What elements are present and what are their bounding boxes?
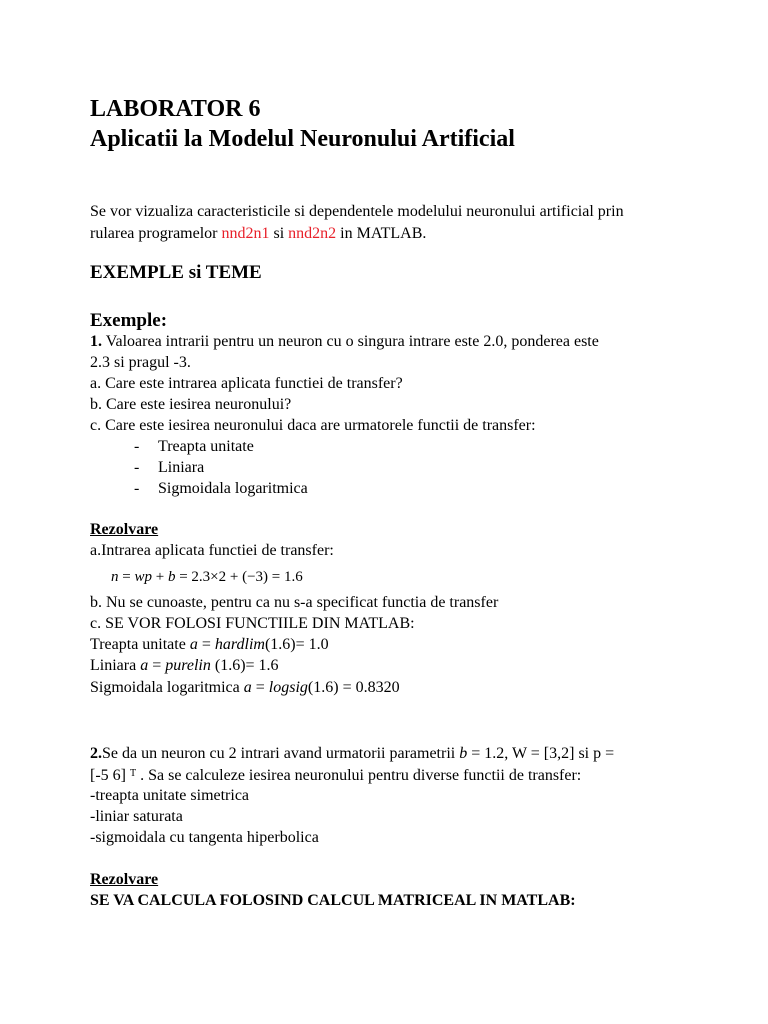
result-eq: = — [251, 679, 269, 696]
eq-n: n — [111, 569, 119, 585]
result-label: Sigmoidala logaritmica — [90, 679, 244, 696]
result-fn: logsig — [268, 679, 308, 696]
eq-b: b — [167, 569, 176, 585]
intro-line-2 — [90, 224, 426, 244]
list-item-label: Liniara — [158, 459, 205, 476]
result-eq: = — [197, 636, 215, 653]
solution-1-c: c. SE VOR FOLOSI FUNCTIILE DIN MATLAB: — [90, 615, 415, 632]
transpose-superscript: T — [129, 768, 137, 779]
result-value: (1.6)= 1.0 — [264, 636, 329, 653]
result-value: (1.6)= 1.6 — [210, 657, 279, 674]
eq-plus: + — [151, 569, 168, 585]
result-var: a — [140, 657, 149, 674]
bullet-dash: - — [134, 459, 140, 476]
list-item: -liniar saturata — [90, 808, 183, 825]
list-item: -treapta unitate simetrica — [90, 787, 250, 804]
ex2-line-1 — [90, 744, 614, 764]
eq-rest: = 2.3×2 + (−3) = 1.6 — [175, 569, 303, 585]
list-item: -sigmoidala cu tangenta hiperbolica — [90, 829, 319, 846]
result-value: (1.6) = 0.8320 — [307, 679, 400, 696]
solution-1-b: b. Nu se cunoaste, pentru ca nu s-a specificat functia de transfer — [90, 594, 499, 611]
intro-text: si — [269, 225, 289, 242]
program-nnd2n2: nnd2n2 — [288, 225, 337, 242]
ex2-number: 2. — [90, 745, 102, 762]
list-item — [134, 437, 254, 457]
ex1-question-c: c. Care este iesirea neuronului daca are urmatorele functii de transfer: — [90, 417, 536, 434]
ex2-vector: [-5 6] — [90, 767, 130, 784]
list-item — [134, 458, 204, 478]
solution-2-text: SE VA CALCULA FOLOSIND CALCUL MATRICEAL IN MATLAB: — [90, 892, 576, 909]
result-fn: purelin — [165, 657, 211, 674]
result-eq: = — [148, 657, 166, 674]
solution-2-heading: Rezolvare — [90, 871, 159, 888]
solution-1-heading: Rezolvare — [90, 521, 159, 538]
eq-equals: = — [118, 569, 135, 585]
list-item — [134, 479, 308, 499]
result-purelin — [90, 656, 279, 676]
program-nnd2n1: nnd2n1 — [221, 225, 270, 242]
result-label: Treapta unitate — [90, 636, 190, 653]
ex2-line-2 — [90, 766, 581, 786]
ex1-line-2: 2.3 si pragul -3. — [90, 354, 191, 371]
intro-text: rularea programelor — [90, 225, 222, 242]
ex2-text: . Sa se calculeze iesirea neuronului pentru diverse functii de transfer: — [136, 767, 582, 784]
list-item-label: Treapta unitate — [158, 438, 254, 455]
ex1-number: 1. — [90, 333, 102, 350]
intro-text: in MATLAB. — [336, 225, 427, 242]
title-line-2: Aplicatii la Modelul Neuronului Artificial — [90, 126, 515, 152]
section-heading: EXEMPLE si TEME — [90, 262, 262, 283]
bullet-dash: - — [134, 438, 140, 455]
result-var: a — [243, 679, 252, 696]
eq-wp: wp — [134, 569, 152, 585]
title-line-1: LABORATOR 6 — [90, 96, 261, 122]
ex1-question-a: a. Care este intrarea aplicata functiei de transfer? — [90, 375, 403, 392]
ex1-text: Valoarea intrarii pentru un neuron cu o singura intrare este 2.0, ponderea este — [102, 333, 599, 350]
ex1-line-1 — [90, 332, 599, 352]
solution-1-a: a.Intrarea aplicata functiei de transfer: — [90, 542, 334, 559]
ex2-var-b: b — [459, 745, 468, 762]
equation — [111, 567, 303, 587]
result-logsig — [90, 678, 400, 698]
bullet-dash: - — [134, 480, 140, 497]
result-label: Liniara — [90, 657, 141, 674]
result-fn: hardlim — [214, 636, 265, 653]
examples-heading: Exemple: — [90, 310, 168, 331]
intro-line-1: Se vor vizualiza caracteristicile si dependentele modelului neuronului artificial prin — [90, 203, 624, 220]
result-var: a — [189, 636, 198, 653]
list-item-label: Sigmoidala logaritmica — [158, 480, 308, 497]
ex2-text: Se da un neuron cu 2 intrari avand urmatorii parametrii — [102, 745, 460, 762]
ex1-question-b: b. Care este iesirea neuronului? — [90, 396, 292, 413]
ex2-text: = 1.2, W = [3,2] si p = — [467, 745, 615, 762]
result-hardlim — [90, 635, 329, 655]
